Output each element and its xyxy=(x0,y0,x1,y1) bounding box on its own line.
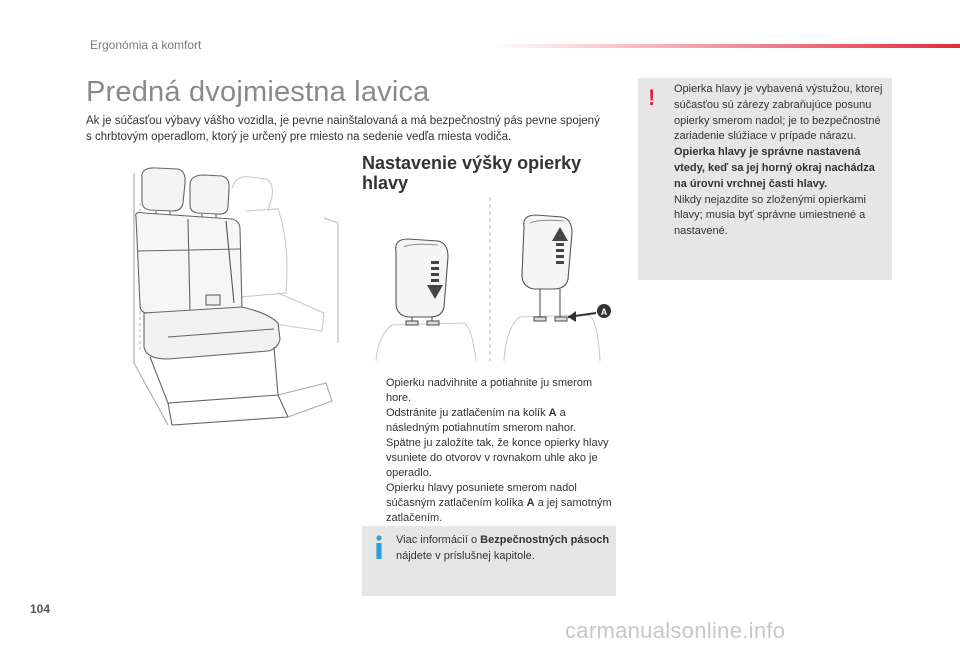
warning-icon: ! xyxy=(648,85,656,110)
page-number: 104 xyxy=(30,602,51,616)
list-item xyxy=(362,376,612,406)
bench-seat-illustration xyxy=(128,163,340,435)
pin-reference: A xyxy=(548,407,557,419)
warning-paragraph: Opierka hlavy je vybavená výstužou, ktorej súčasťou sú zárezy zabraňujúce posunu opierky smerom nadol; je to bezpečnostné zariadenie slúžiace v prípade nárazu. xyxy=(674,83,883,143)
warning-emphasis: Opierka hlavy je správne nastavená vtedy, keď sa jej horný okraj nachádza na úrovni vrchnej časti hlavy. xyxy=(674,146,875,190)
pin-a-label: A xyxy=(600,307,608,317)
step-text: a jej samotným zatlačením. xyxy=(386,497,612,524)
info-box xyxy=(362,526,616,596)
intro-paragraph: Ak je súčasťou výbavy vášho vozidla, je pevne nainštalovaná a má bezpečnostný pás pevne spojený s chrbtovým operadlom, ktorý je určený pre miesto na sedenie vedľa miesta vodiča. xyxy=(86,115,600,143)
step-text: Odstránite ju zatlačením na kolík xyxy=(386,407,549,419)
step-text: Opierku hlavy posuniete smerom nadol súčasným zatlačením kolíka xyxy=(386,482,577,509)
info-link-text: Bezpečnostných pásoch xyxy=(480,534,610,546)
step-text: a následným potiahnutím smerom nahor. xyxy=(386,407,577,434)
page-title: Predná dvojmiestna lavica xyxy=(86,76,430,108)
step-text: Opierku nadvihnite a potiahnite ju smerom hore. xyxy=(386,377,593,404)
list-item xyxy=(362,436,612,481)
list-item xyxy=(362,481,612,526)
warning-text xyxy=(674,82,886,240)
header-accent-bar xyxy=(490,44,960,48)
section-heading: Nastavenie výšky opierky hlavy xyxy=(362,153,582,193)
warning-paragraph: Nikdy nejazdite so zloženými opierkami hlavy; musia byť správne umiestnené a nastavené. xyxy=(674,193,866,238)
list-item xyxy=(362,406,612,436)
step-text: Spätne ju založíte tak, že konce opierky hlavy vsuniete do otvorov v rovnakom uhle ako je operadlo. xyxy=(386,437,609,479)
pin-reference: A xyxy=(526,497,535,509)
watermark: carmanualsonline.info xyxy=(565,618,786,643)
info-icon xyxy=(374,535,384,559)
adjustment-steps-list xyxy=(362,376,612,526)
warning-box xyxy=(638,78,892,280)
section-header: Ergonómia a komfort xyxy=(90,38,202,52)
info-text: Viac informácií o Bezpečnostných pásoch nájdete v príslušnej kapitole. xyxy=(396,534,610,562)
headrest-adjustment-illustration xyxy=(372,195,612,363)
